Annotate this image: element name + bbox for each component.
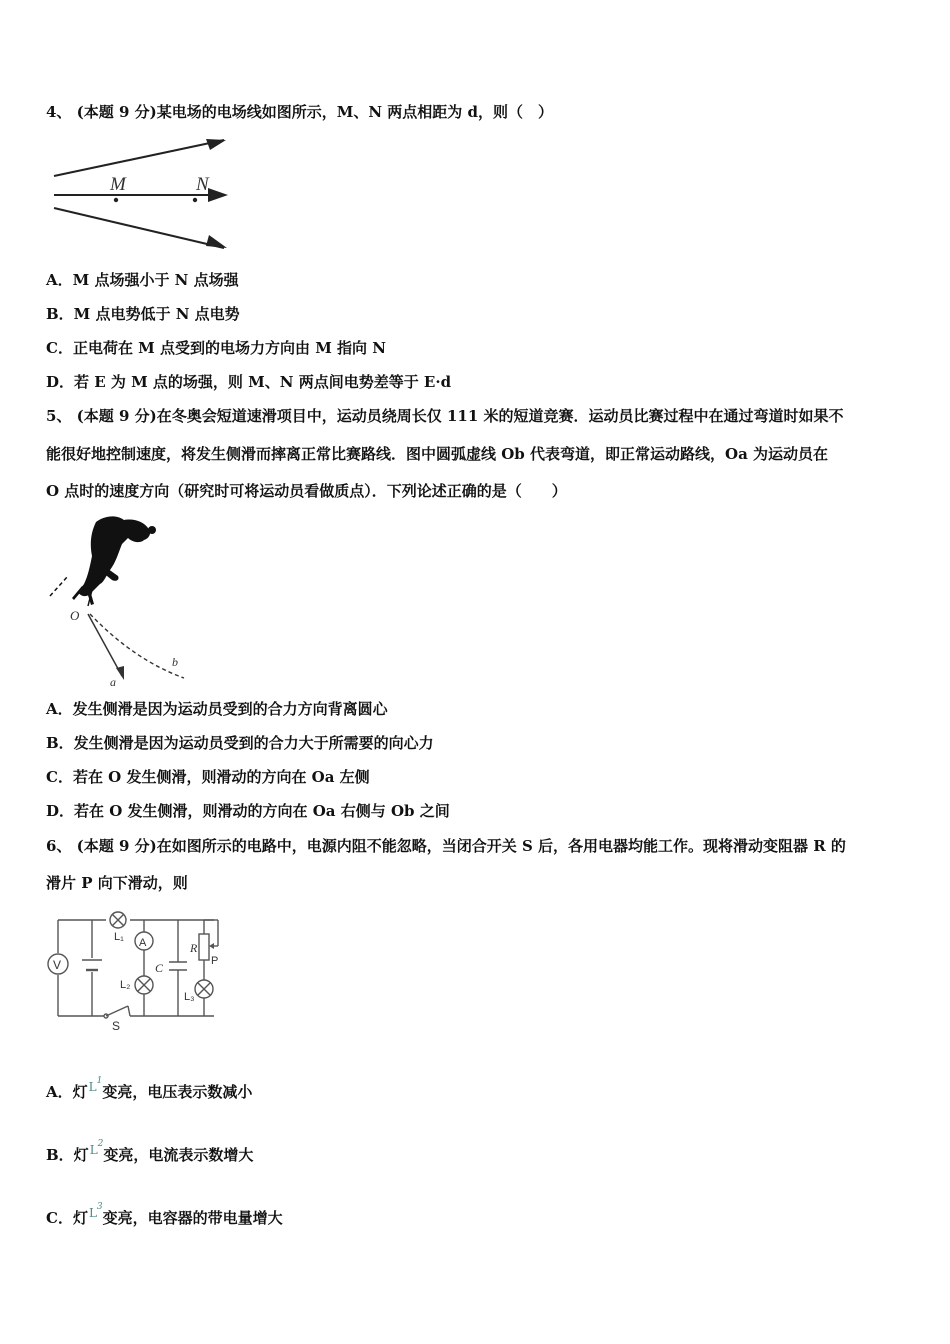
q6-stem-line1: 6、 (本题 9 分)在如图所示的电路中，电源内阻不能忽略，当闭合开关 S 后，各用电器均能工作。现将滑动变阻器 R 的 [46, 837, 846, 855]
q5-option-c[interactable]: C．若在 O 发生侧滑，则滑动的方向在 Oa 左侧 [46, 768, 370, 786]
option-prefix: B．灯 [46, 1146, 89, 1164]
skate-blade-left [50, 576, 68, 596]
q4-field-lines-figure [44, 132, 234, 256]
option-text: 变亮，电流表示数增大 [103, 1146, 254, 1164]
lamp-l3-icon [195, 980, 213, 998]
arc-ob [90, 614, 184, 678]
lamp-letter: L [89, 1143, 98, 1157]
lamp-subscript: 1 [96, 1076, 103, 1086]
label-b: b [172, 655, 178, 669]
slider-p-arrow [209, 943, 214, 949]
velocity-oa [88, 614, 122, 676]
q6-option-c[interactable] [46, 1203, 283, 1228]
q4-option-b[interactable]: B．M 点电势低于 N 点电势 [46, 305, 240, 323]
q5-stem-line1: 5、 (本题 9 分)在冬奥会短道速滑项目中，运动员绕周长仅 111 米的短道竞赛．运动员比赛过程中在通过弯道时如果不 [46, 407, 844, 425]
label-l3: L₃ [184, 991, 195, 1003]
battery-icon [82, 960, 102, 970]
lamp-subscript: 3 [96, 1202, 103, 1212]
lamp-subscript: 2 [97, 1139, 104, 1149]
q5-option-a[interactable]: A．发生侧滑是因为运动员受到的合力方向背离圆心 [46, 700, 388, 718]
switch-s-icon [104, 1006, 128, 1018]
option-prefix: A．灯 [46, 1083, 88, 1101]
lamp-symbol [88, 1202, 103, 1220]
lamp-symbol [89, 1139, 104, 1157]
lamp-l2-icon [135, 976, 153, 994]
q5-stem-line3: O 点时的速度方向（研究时可将运动员看做质点）．下列论述正确的是（ ） [46, 482, 567, 500]
lamp-letter: L [88, 1206, 97, 1220]
q4-stem: 4、 (本题 9 分)某电场的电场线如图所示，M、N 两点相距为 d，则（ ） [46, 103, 553, 121]
q4-option-c[interactable]: C．正电荷在 M 点受到的电场力方向由 M 指向 N [46, 339, 386, 357]
skater-silhouette-icon [72, 516, 156, 605]
label-s: S [112, 1019, 121, 1032]
q6-option-b[interactable] [46, 1140, 253, 1165]
lamp-letter: L [88, 1080, 97, 1094]
q6-option-a[interactable] [46, 1077, 252, 1102]
lamp-l1-icon [110, 912, 126, 928]
label-v: V [53, 958, 62, 972]
point-m [114, 198, 118, 202]
label-m: M [110, 174, 126, 195]
option-prefix: C．灯 [46, 1209, 88, 1227]
label-a: A [139, 937, 147, 949]
label-p: P [211, 955, 219, 967]
label-r: R [190, 941, 198, 955]
option-text: 变亮，电压表示数减小 [102, 1083, 253, 1101]
label-l2: L₂ [120, 979, 131, 991]
q5-stem-line2: 能很好地控制速度，将发生侧滑而摔离正常比赛路线．图中圆弧虚线 Ob 代表弯道，即正常运动路线，Oa 为运动员在 [46, 445, 829, 463]
label-n: N [196, 174, 209, 195]
q4-option-a[interactable]: A．M 点场强小于 N 点场强 [46, 271, 239, 289]
velocity-arrow [116, 666, 124, 680]
option-text: 变亮，电容器的带电量增大 [102, 1209, 283, 1227]
lamp-symbol [88, 1076, 103, 1094]
capacitor-icon [169, 962, 187, 970]
q5-skater-figure [44, 510, 194, 690]
label-a: a [110, 675, 116, 689]
q5-option-d[interactable]: D．若在 O 发生侧滑，则滑动的方向在 Oa 右侧与 Ob 之间 [46, 802, 450, 820]
label-o: O [70, 608, 80, 623]
q4-option-d[interactable]: D．若 E 为 M 点的场强，则 M、N 两点间电势差等于 E·d [46, 373, 452, 391]
q6-circuit-figure [44, 906, 224, 1032]
point-n [193, 198, 197, 202]
q5-option-b[interactable]: B．发生侧滑是因为运动员受到的合力大于所需要的向心力 [46, 734, 434, 752]
label-c: C [155, 961, 164, 975]
label-l1: L₁ [114, 931, 124, 943]
q6-stem-line2: 滑片 P 向下滑动，则 [46, 874, 188, 892]
